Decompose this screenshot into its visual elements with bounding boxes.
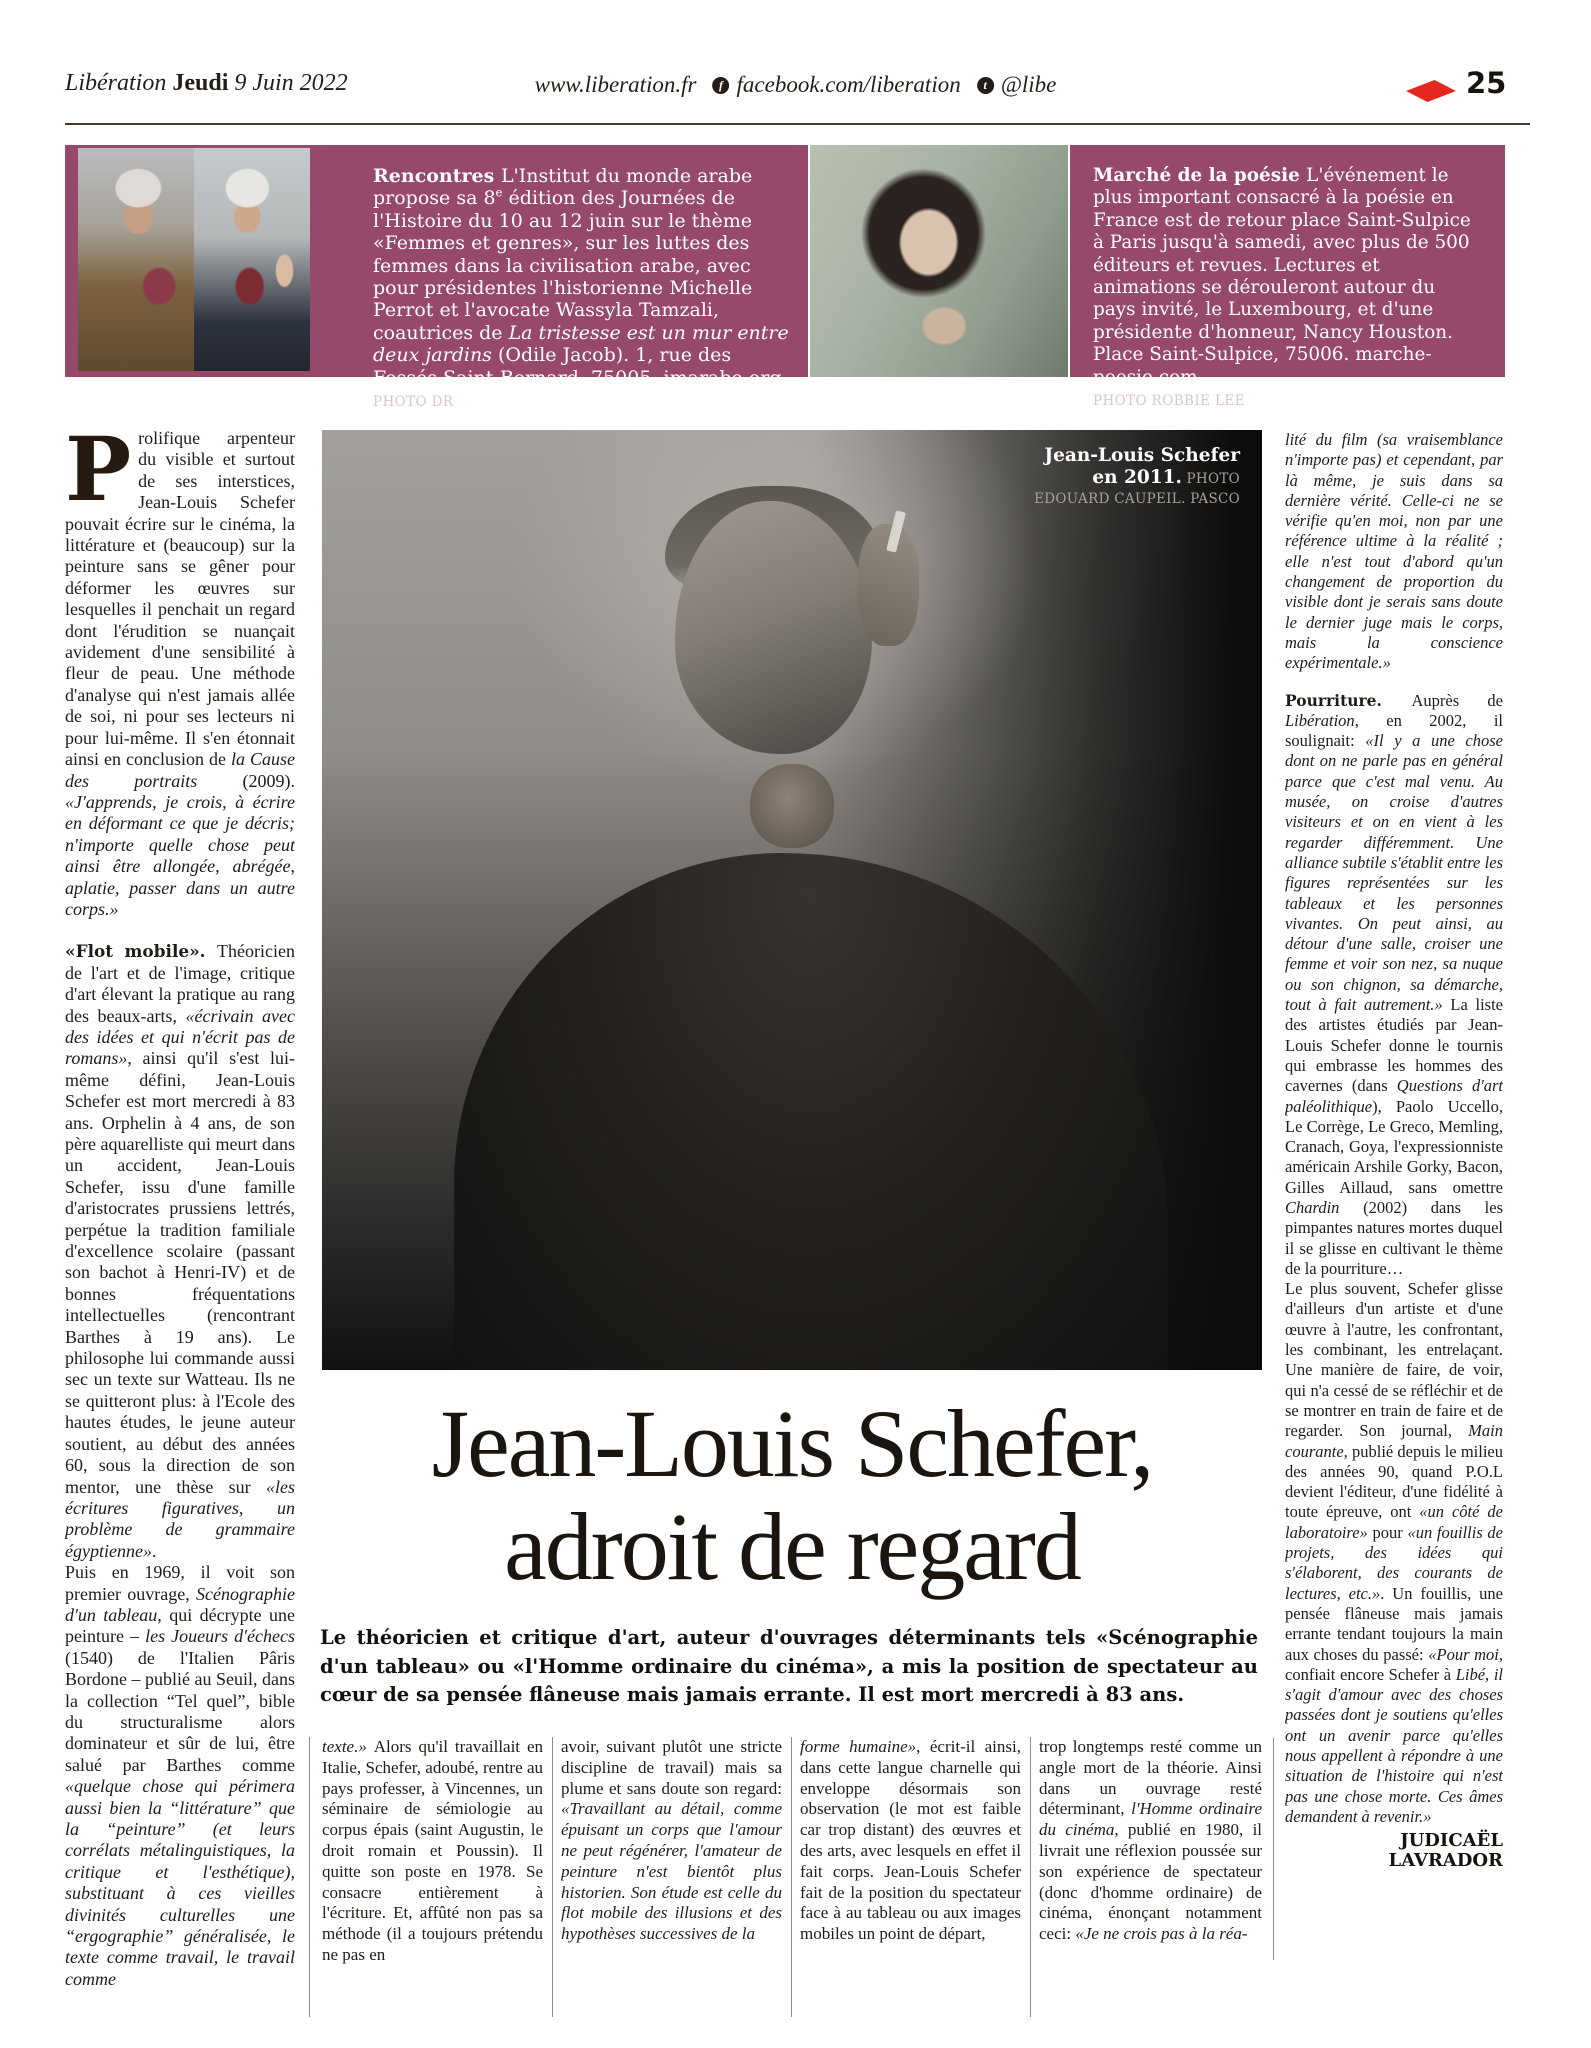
body-column-1: texte.» Alors qu'il travaillait en Italie, Schefer, adoubé, rentre au pays professer, à Vincennes, un séminaire de sémiologie au corpus épais (saint Augustin, le droit romain et Poussin). Il quitte son poste en 1978. Se consacre entièrement à l'écriture. Et, affûté non pas sa méthode (il a toujours prétendu ne pas en: [322, 1737, 543, 1964]
photo-nancy-houston: [810, 145, 1068, 377]
column-rule-1: [309, 1737, 310, 2017]
paragraph-le-plus-souvent: Le plus souvent, Schefer glisse d'ailleurs d'un artiste et d'une œuvre à l'autre, les confrontant, les combinant, les entrelaçant. Une manière de faire, de voir, qui n'a cessé de se réfléchir et de se montrer en train de faire et de regarder. Son journal, Main courante, publié depuis le milieu des années 90, quand P.O.L devient l'éditeur, d'une fidélité à toute épreuve, ont «un côté de laboratoire» pour «un fouillis de projets, des idées qui s'élaborent, des courants de lectures, etc.». Un fouillis, une pensée flâneuse mais jamais errante tendant toujours la main aux choses du passé: «Pour moi, confiait encore Schefer à Libé, il s'agit d'amour avec des choses passées dont je soutiens qu'elles ont un avenir parce qu'elles nous appellent à répondre à une situation de l'histoire qui n'est pas une chose morte. Ces âmes demandent à revenir.»: [1285, 1279, 1503, 1826]
promo-box-marche-poesie: [1070, 145, 1505, 410]
page-number: 25: [1466, 66, 1507, 100]
article-right-column: [1285, 430, 1503, 1995]
paragraph-quote-realite: lité du film (sa vraisemblance n'importe pas) et cependant, par là même, je suis dans sa dernière vérité. Celle-ci ne se vérifie qu'en moi, non par une référence ultime à la réalité ; elle n'est tout d'abord qu'un changement de proportion du visible dont je serais sans doute le dernier juge mais le corps, mais la conscience expérimentale.»: [1285, 430, 1503, 673]
header-rule: [65, 123, 1530, 125]
headline-line-2: adroit de regard: [504, 1493, 1080, 1600]
paragraph-1969: Puis en 1969, il voit son premier ouvrage, Scénographie d'un tableau, qui décrypte une peinture – les Joueurs d'échecs (1540) de l'Italien Pâris Bordone – publié au Seuil, dans la collection “Tel quel”, bible du structuralisme alors dominateur et sûr de lui, être salué par Barthes comme «quelque chose qui périmera aussi bien la “littérature” que la “peinture” (et leurs corrélats métalinguistiques, la critique et l'esthétique), substituant à ces vieilles divinités culturelles une “ergographie” généralisée, le texte comme travail, le travail comme: [65, 1562, 295, 1989]
photo-michelle-perrot: [78, 148, 194, 371]
paragraph-flot-mobile: «Flot mobile». Théoricien de l'art et de l'image, critique d'art élevant la pratique au rang des beaux-arts, «écrivain avec des idées et qui n'écrit pas de romans», ainsi qu'il s'est lui-même défini, Jean-Louis Schefer est mort mercredi à 83 ans. Orphelin à 4 ans, de son père aquarelliste qui meurt dans un accident, Jean-Louis Schefer, issu d'une famille d'aristocrates prussiens lettrés, perpétue la tradition familiale d'excellence scolaire (passant son bachot à Henri-IV) et de bonnes fréquentations intellectuelles (rencontrant Barthes à 19 ans). Le philosophe lui commande aussi sec un texte sur Watteau. Ils ne se quitteront plus: à l'Ecole des hautes études, le jeune auteur soutient, au début des années 60, sous la direction de son mentor, une thèse sur «les écritures figuratives, un problème de grammaire égyptienne».: [65, 941, 295, 1561]
article-left-column: [65, 428, 295, 2020]
column-rule-2: [552, 1737, 553, 2017]
portrait-hand-chin: [750, 764, 835, 849]
headline-line-1: Jean-Louis Schefer,: [431, 1390, 1153, 1497]
brand-name: Libération: [65, 70, 167, 96]
portrait-torso: [454, 853, 1168, 1370]
header-links: [535, 72, 1057, 98]
column-rule-3: [791, 1737, 792, 2017]
body-column-3: forme humaine», écrit-il ainsi, dans cette langue charnelle qui enveloppe désormais son observation (le mot est faible car trop distant) des œuvres et des arts, avec lesquels en effet il fait corps. Jean-Louis Schefer fait de la position du spectateur face à au tableau ou aux images mobiles un point de départ,: [800, 1737, 1021, 1944]
facebook-url: facebook.com/liberation: [736, 72, 961, 97]
portrait-photo-jean-louis-schefer: [322, 430, 1262, 1370]
photo-caption: Jean-Louis Schefer en 2011. PHOTO EDOUARD CAUPEIL. PASCO: [1034, 445, 1240, 507]
promo-text-rencontres: Rencontres L'Institut du monde arabe propose sa 8e édition des Journées de l'Histoire du 10 au 12 juin sur le thème «Femmes et genres», sur les luttes des femmes dans la civilisation arabe, avec pour présidentes l'historienne Michelle Perrot et l'avocate Wassyla Tamzali, coautrices de La tristesse est un mur entre deux jardins (Odile Jacob). 1, rue des Fossés Saint-Bernard, 75005. imarabe.org. PHOTO DR: [373, 165, 789, 411]
standfirst: Le théoricien et critique d'art, auteur d'ouvrages déterminants tels «Scénographie d'un tableau» ou «l'Homme ordinaire du cinéma», a mis la position de spectateur au cœur de sa pensée flâneuse mais jamais errante. Il est mort mercredi à 83 ans.: [320, 1626, 1258, 1706]
body-column-2: avoir, suivant plutôt une stricte discipline de travail) mais sa plume et sans doute son regard: «Travaillant au détail, comme épuisant un corps que l'amour ne peut régénérer, l'amateur de peinture n'est bientôt plus historien. Son étude est celle du flot mobile des illusions et des hypothèses successives de la: [561, 1737, 782, 1944]
column-rule-5: [1273, 1738, 1274, 1960]
paragraph-pourriture: Pourriture. Auprès de Libération, en 2002, il soulignait: «Il y a une chose dont on ne parle pas en général parce que c'est mal venu. Au musée, on croise d'autres visiteurs et on en vient à les regarder différemment. Une alliance subtile s'établit entre les figures représentées sur les tableaux et les personnes vivantes. On peut ainsi, au détour d'une salle, croiser une femme et voir son nez, sa nuque ou son chignon, sa démarche, tout à fait autrement.» La liste des artistes étudiés par Jean-Louis Schefer donne le tournis qui embrasse les hommes des cavernes (dans Questions d'art paléolithique), Paolo Uccello, Le Corrège, Le Greco, Memling, Cranach, Goya, l'expressionniste américain Arshile Gorky, Bacon, Gilles Aillaud, sans omettre Chardin (2002) dans les pimpantes natures mortes duquel il se glisse en cultivant le thème de la pourriture…: [1285, 690, 1503, 1278]
facebook-link[interactable]: [713, 72, 961, 98]
byline: JUDICAËL LAVRADOR: [1388, 1830, 1503, 1872]
issue-date: 9 Juin 2022: [234, 70, 348, 96]
headline: [322, 1392, 1262, 1598]
facebook-icon: f: [713, 77, 730, 94]
masthead-date: [65, 70, 348, 97]
promo-text-marche-poesie: Marché de la poésie L'événement le plus important consacré à la poésie en France est de retour place Saint-Sulpice à Paris jusqu'à samedi, avec plus de 500 éditeurs et revues. Lectures et animations se dérouleront autour du pays invité, le Luxembourg, et d'une présidente d'honneur, Nancy Houston. Place Saint-Sulpice, 75006. marche-poesie.com. PHOTO ROBBIE LEE: [1093, 165, 1471, 410]
body-column-4: trop longtemps resté comme un angle mort de la théorie. Ainsi dans un ouvrage resté déterminant, l'Homme ordinaire du cinéma, publié en 1980, il livrait une réflexion poussée sur son expérience de spectateur (donc d'homme ordinaire) de cinéma, énonçant notamment ceci: «Je ne crois pas à la réa-: [1039, 1737, 1262, 1944]
photo-wassyla-tamzali: [194, 148, 310, 371]
twitter-icon: t: [977, 77, 994, 94]
twitter-handle: @libe: [1000, 72, 1057, 97]
column-rule-4: [1030, 1737, 1031, 2017]
website-link[interactable]: www.liberation.fr: [534, 72, 697, 97]
paragraph-intro: Prolifique arpenteur du visible et surtout de ses interstices, Jean-Louis Schefer pouvait écrire sur le cinéma, la littérature et (beaucoup) sur la peinture sans se gêner pour déformer les œuvres sur lesquelles il penchait un regard dont l'érudition se nuançait avidement d'une sensibilité à fleur de peau. Une méthode d'analyse qui n'est jamais allée de soi, ni pour ses lecteurs ni pour lui-même. Il s'en étonnait ainsi en conclusion de la Cause des portraits (2009). «J'apprends, je crois, à écrire en déformant ce que je décris; n'importe quelle chose peut ainsi être allongée, abrégée, aplatie, passer dans un autre corps.»: [65, 428, 295, 919]
twitter-link[interactable]: [977, 72, 1057, 98]
promo-box-rencontres: [65, 145, 808, 411]
weekday: Jeudi: [172, 70, 229, 96]
drop-cap: P: [65, 428, 132, 521]
liberation-diamond-logo: [1402, 80, 1459, 102]
promo-photos-left: [78, 148, 310, 371]
